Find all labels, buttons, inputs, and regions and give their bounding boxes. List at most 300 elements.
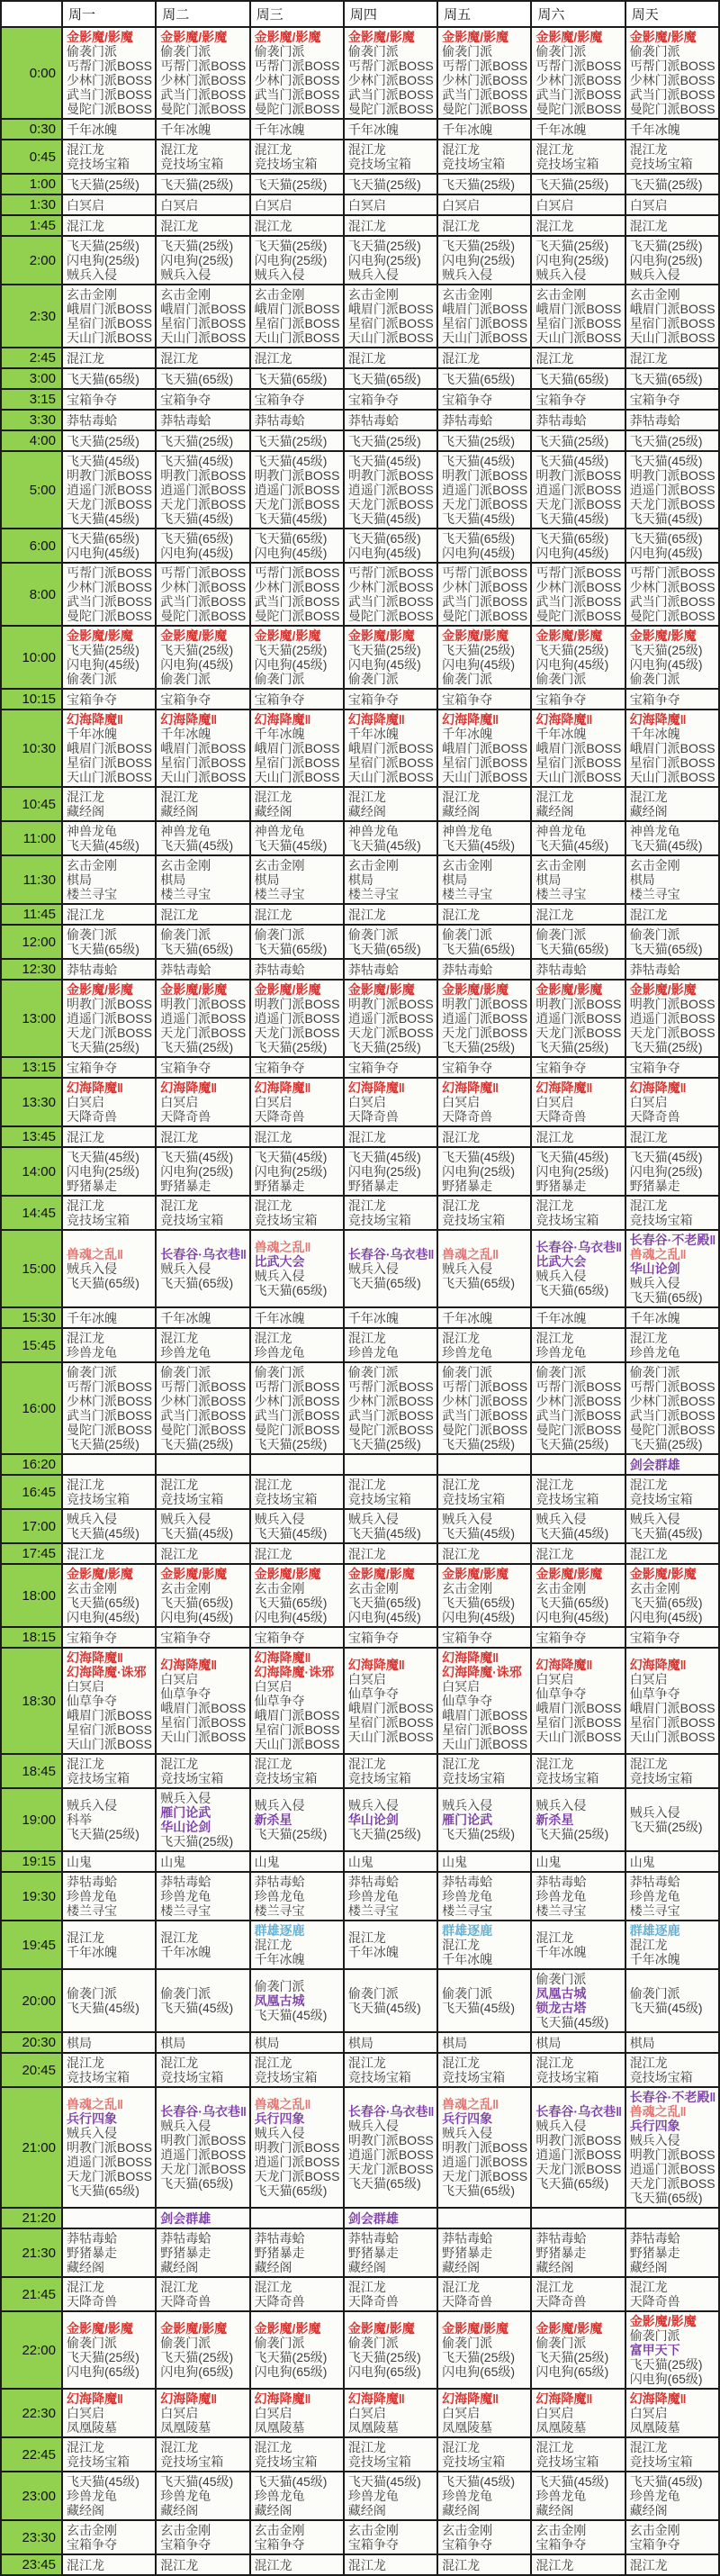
- event-label: 野猪暴走: [254, 1179, 305, 1193]
- event-label: 贼兵入侵: [160, 1261, 212, 1276]
- event-label: 飞天猫(45级): [254, 838, 328, 853]
- event-label: 珍兽龙龟: [536, 1889, 587, 1903]
- event-label: 莽牯毒蛤: [67, 2231, 117, 2246]
- event-label: 雁门论武: [160, 1805, 212, 1820]
- event-label: 飞天猫(45级): [347, 1150, 421, 1164]
- event-label: 飞天猫(65级): [442, 371, 516, 386]
- event-cell: [344, 368, 437, 389]
- event-cell: [437, 119, 531, 140]
- event-cell: [531, 2437, 625, 2472]
- event-cell: [344, 285, 437, 348]
- event-label: 兵行四象: [254, 2111, 305, 2126]
- event-label: 兽魂之乱‖: [67, 1247, 123, 1261]
- event-cell: [626, 1754, 719, 1788]
- event-label: 山鬼: [254, 1854, 280, 1869]
- event-label: 混江龙: [67, 1331, 104, 1345]
- event-label: 明教门派BOSS: [536, 2133, 622, 2147]
- event-cell: [531, 2277, 625, 2311]
- event-label: 偷袭门派: [160, 672, 212, 686]
- event-label: 天龙门派BOSS: [254, 2169, 340, 2183]
- event-label: 丐帮门派BOSS: [536, 1379, 622, 1394]
- event-label: 星宿门派BOSS: [442, 316, 528, 330]
- event-label: 野猪暴走: [536, 1179, 587, 1193]
- event-label: 星宿门派BOSS: [67, 755, 152, 770]
- event-label: 混江龙: [347, 2440, 386, 2454]
- event-label: 竞技场宝箱: [254, 2070, 318, 2084]
- event-label: 金影魔/影魔: [629, 982, 697, 997]
- event-label: 混江龙: [347, 1129, 386, 1144]
- event-label: 明教门派BOSS: [629, 997, 716, 1011]
- event-label: 天龙门派BOSS: [536, 1026, 622, 1040]
- event-label: 混江龙: [536, 1757, 574, 1771]
- event-label: 飞天猫(25级): [160, 2350, 234, 2364]
- event-label: 凤凰陵墓: [629, 2420, 680, 2435]
- event-label: 金影魔/影魔: [160, 2321, 228, 2336]
- event-label: 混江龙: [536, 2557, 574, 2572]
- event-label: 明教门派BOSS: [536, 468, 622, 483]
- event-label: 幻海降魔‖: [160, 1658, 218, 1672]
- event-label: 仙草争夺: [254, 1694, 305, 1708]
- event-label: 混江龙: [347, 2280, 386, 2294]
- event-label: 莽牯毒蛤: [629, 2231, 680, 2246]
- event-label: 天山门派BOSS: [160, 330, 247, 345]
- table-row: [1, 2277, 719, 2311]
- event-label: 贼兵入侵: [536, 267, 587, 282]
- event-label: 长春谷·不老殿‖: [629, 2090, 716, 2104]
- event-label: 野猪暴走: [347, 2246, 399, 2260]
- event-label: 飞天猫(25级): [442, 1040, 516, 1054]
- event-label: 贼兵入侵: [254, 1269, 305, 1283]
- event-cell: [531, 710, 625, 787]
- event-label: 白冥启: [67, 1095, 104, 1109]
- time-cell: 23:45: [1, 2554, 62, 2575]
- event-label: 曼陀门派BOSS: [629, 609, 716, 623]
- table-row: [1, 389, 719, 410]
- event-label: 幻海降魔‖: [536, 1080, 593, 1095]
- event-label: 飞天猫(25级): [536, 239, 609, 253]
- time-cell: 3:30: [1, 410, 62, 430]
- event-cell: [156, 1564, 249, 1627]
- event-label: 长春谷·乌衣巷‖: [160, 1247, 247, 1261]
- event-label: 飞天猫(25级): [160, 643, 234, 657]
- event-label: 混江龙: [254, 142, 292, 157]
- event-label: 宝箱争夺: [442, 392, 493, 407]
- event-label: 偷袭门派: [254, 44, 305, 59]
- event-cell: [344, 140, 437, 174]
- event-cell: [156, 1754, 249, 1788]
- event-label: 逍遥门派BOSS: [347, 1011, 434, 1026]
- event-cell: [156, 1057, 249, 1078]
- event-label: 金影魔/影魔: [67, 1567, 133, 1581]
- event-cell: [626, 1921, 719, 1969]
- event-label: 武当门派BOSS: [160, 594, 247, 609]
- event-label: 星宿门派BOSS: [347, 1715, 434, 1730]
- day-header: 周一: [62, 1, 156, 27]
- event-cell: [437, 1196, 531, 1230]
- event-cell: [626, 1078, 719, 1126]
- event-label: 幻海降魔‖: [536, 712, 593, 727]
- event-cell: [531, 529, 625, 563]
- event-label: 闪电狗(45级): [347, 657, 421, 672]
- event-label: 偷袭门派: [442, 1986, 493, 2001]
- event-label: 宝箱争夺: [442, 2537, 493, 2552]
- event-cell: [62, 2032, 156, 2053]
- event-label: 千年冰魄: [536, 727, 587, 741]
- event-cell: [626, 1328, 719, 1362]
- event-label: 玄击金刚: [536, 1581, 587, 1595]
- event-label: 混江龙: [160, 1129, 199, 1144]
- event-label: 金影魔/影魔: [160, 30, 228, 44]
- event-label: 珍兽龙龟: [629, 1889, 680, 1903]
- event-label: 千年冰魄: [442, 1310, 493, 1325]
- event-label: 白冥启: [629, 2406, 668, 2420]
- event-label: 飞天猫(25级): [347, 433, 421, 448]
- table-row: [1, 2389, 719, 2437]
- event-label: 星宿门派BOSS: [67, 1722, 152, 1737]
- event-label: 混江龙: [67, 218, 104, 233]
- event-label: 宝箱争夺: [254, 392, 305, 407]
- event-label: 楼兰寻宝: [629, 887, 680, 901]
- event-label: 飞天猫(25级): [536, 433, 609, 448]
- event-label: 楼兰寻宝: [442, 887, 493, 901]
- event-cell: [344, 451, 437, 529]
- event-label: 楼兰寻宝: [536, 1903, 587, 1918]
- event-label: 混江龙: [160, 1478, 199, 1492]
- event-label: 比武大会: [254, 1254, 305, 1269]
- event-label: 闪电狗(25级): [347, 1164, 421, 1179]
- event-cell: [531, 1475, 625, 1509]
- event-label: 偷袭门派: [536, 927, 587, 942]
- event-label: 飞天猫(25级): [442, 1437, 516, 1451]
- event-label: 千年冰魄: [347, 1310, 399, 1325]
- table-row: [1, 1230, 719, 1307]
- event-label: 飞天猫(25级): [442, 176, 516, 192]
- event-label: 偷袭门派: [67, 44, 117, 59]
- table-row: [1, 2520, 719, 2554]
- event-cell: [531, 904, 625, 925]
- table-row: [1, 2053, 719, 2087]
- event-label: 贼兵入侵: [536, 2119, 587, 2133]
- event-label: 仙草争夺: [442, 1694, 493, 1708]
- event-label: 丐帮门派BOSS: [442, 565, 528, 580]
- event-label: 剑会群雄: [347, 2210, 399, 2226]
- event-cell: [344, 1475, 437, 1509]
- table-row: [1, 925, 719, 959]
- event-cell: [531, 821, 625, 855]
- event-label: 混江龙: [160, 2440, 199, 2454]
- event-label: 飞天猫(65级): [629, 942, 703, 956]
- event-label: 混江龙: [347, 790, 386, 804]
- event-label: 珍兽龙龟: [67, 2489, 117, 2503]
- event-label: 少林门派BOSS: [67, 580, 152, 594]
- event-label: 天降奇兽: [160, 2294, 212, 2309]
- event-label: 天山门派BOSS: [442, 1737, 528, 1751]
- event-cell: [437, 451, 531, 529]
- event-label: 金影魔/影魔: [629, 2314, 697, 2328]
- event-label: 竞技场宝箱: [254, 157, 318, 171]
- event-cell: [250, 1509, 344, 1543]
- table-row: [1, 2032, 719, 2053]
- event-cell: [531, 1126, 625, 1147]
- event-label: 闪电狗(65级): [442, 2364, 516, 2379]
- event-label: 混江龙: [536, 2056, 574, 2070]
- event-label: 峨眉门派BOSS: [629, 302, 716, 316]
- time-cell: 13:00: [1, 980, 62, 1057]
- event-label: 竞技场宝箱: [347, 2454, 411, 2469]
- event-label: 少林门派BOSS: [347, 580, 434, 594]
- event-cell: [250, 389, 344, 410]
- event-label: 武当门派BOSS: [629, 594, 716, 609]
- event-label: 白冥启: [629, 1672, 668, 1686]
- event-label: 玄击金刚: [442, 2523, 493, 2537]
- event-label: 闪电狗(45级): [442, 1610, 516, 1624]
- event-label: 竞技场宝箱: [347, 157, 411, 171]
- event-cell: [344, 174, 437, 194]
- time-cell: 17:00: [1, 1509, 62, 1543]
- event-label: 群雄逐鹿: [254, 1923, 305, 1938]
- event-label: 藏经阁: [442, 804, 481, 818]
- event-cell: [626, 787, 719, 821]
- event-label: 竞技场宝箱: [442, 1771, 506, 1785]
- event-label: 少林门派BOSS: [442, 580, 528, 594]
- event-label: 金影魔/影魔: [629, 1567, 697, 1581]
- event-label: 宝箱争夺: [442, 1060, 493, 1075]
- event-label: 峨眉门派BOSS: [347, 302, 434, 316]
- time-cell: 14:45: [1, 1196, 62, 1230]
- event-cell: [437, 1627, 531, 1648]
- event-label: 幻海降魔‖: [347, 712, 405, 727]
- event-label: 丐帮门派BOSS: [442, 59, 528, 73]
- event-label: 竞技场宝箱: [160, 2070, 224, 2084]
- event-label: 棋局: [160, 2035, 186, 2050]
- event-label: 逍遥门派BOSS: [160, 483, 247, 497]
- event-cell: [250, 1872, 344, 1921]
- event-label: 凤凰陵墓: [67, 2420, 117, 2435]
- event-cell: [62, 1851, 156, 1872]
- event-cell: [437, 2053, 531, 2087]
- event-cell: [531, 215, 625, 236]
- event-label: 白冥启: [160, 197, 199, 212]
- event-label: 飞天猫(65级): [254, 1283, 328, 1297]
- event-label: 天山门派BOSS: [254, 1737, 340, 1751]
- event-cell: [156, 2437, 249, 2472]
- event-label: 金影魔/影魔: [160, 982, 228, 997]
- event-label: 野猪暴走: [254, 2246, 305, 2260]
- event-label: 幻海降魔‖: [67, 712, 123, 727]
- event-label: 竞技场宝箱: [160, 2454, 224, 2469]
- event-label: 峨眉门派BOSS: [536, 302, 622, 316]
- event-cell: [531, 2472, 625, 2520]
- event-label: 天龙门派BOSS: [442, 1026, 528, 1040]
- event-label: 楼兰寻宝: [442, 1903, 493, 1918]
- event-label: 飞天猫(45级): [67, 511, 140, 526]
- time-cell: 12:30: [1, 959, 62, 980]
- event-label: 幻海降魔‖: [67, 1080, 123, 1095]
- event-label: 飞天猫(45级): [67, 1150, 140, 1164]
- event-label: 贼兵入侵: [347, 1512, 399, 1526]
- time-cell: 6:00: [1, 529, 62, 563]
- event-label: 莽牯毒蛤: [347, 962, 399, 977]
- event-cell: [437, 959, 531, 980]
- event-cell: [437, 2277, 531, 2311]
- event-label: 白冥启: [67, 2406, 104, 2420]
- event-label: 飞天猫(25级): [254, 176, 328, 192]
- event-cell: [626, 2208, 719, 2228]
- time-cell: 0:30: [1, 119, 62, 140]
- event-label: 藏经阁: [160, 804, 199, 818]
- event-label: 星宿门派BOSS: [347, 755, 434, 770]
- event-label: 飞天猫(45级): [629, 2001, 703, 2015]
- event-cell: [626, 1851, 719, 1872]
- event-label: 混江龙: [442, 1331, 481, 1345]
- event-label: 混江龙: [254, 1331, 292, 1345]
- event-label: 混江龙: [347, 1198, 386, 1213]
- event-label: 飞天猫(25级): [629, 1437, 703, 1451]
- event-label: 飞天猫(65级): [347, 942, 421, 956]
- event-label: 偷袭门派: [536, 2336, 587, 2350]
- event-label: 混江龙: [347, 2557, 386, 2572]
- time-cell: 20:00: [1, 1969, 62, 2032]
- event-label: 峨眉门派BOSS: [254, 741, 340, 755]
- event-label: 混江龙: [67, 2440, 104, 2454]
- event-label: 曼陀门派BOSS: [536, 1423, 622, 1437]
- event-label: 飞天猫(45级): [536, 511, 609, 526]
- event-label: 混江龙: [536, 2280, 574, 2294]
- event-label: 明教门派BOSS: [67, 997, 152, 1011]
- event-cell: [531, 1362, 625, 1454]
- event-label: 玄击金刚: [254, 287, 305, 302]
- event-label: 竞技场宝箱: [629, 1213, 693, 1227]
- event-label: 星宿门派BOSS: [442, 755, 528, 770]
- event-cell: [437, 2520, 531, 2554]
- time-cell: 12:00: [1, 925, 62, 959]
- event-cell: [626, 236, 719, 285]
- event-cell: [62, 2554, 156, 2575]
- event-cell: [531, 980, 625, 1057]
- event-cell: [437, 27, 531, 119]
- event-label: 混江龙: [160, 1930, 199, 1945]
- event-label: 飞天猫(25级): [254, 643, 328, 657]
- event-label: 天山门派BOSS: [160, 1730, 247, 1744]
- event-cell: [250, 27, 344, 119]
- event-cell: [344, 1509, 437, 1543]
- event-label: 珍兽龙龟: [347, 1889, 399, 1903]
- event-label: 曼陀门派BOSS: [442, 1423, 528, 1437]
- event-label: 飞天猫(45级): [347, 511, 421, 526]
- event-cell: [531, 2389, 625, 2437]
- event-cell: [62, 368, 156, 389]
- event-label: 白冥启: [254, 197, 292, 212]
- event-label: 飞天猫(65级): [160, 2176, 234, 2191]
- event-label: 兵行四象: [442, 2111, 493, 2126]
- event-label: 竞技场宝箱: [160, 1771, 224, 1785]
- event-label: 曼陀门派BOSS: [347, 609, 434, 623]
- table-row: [1, 140, 719, 174]
- event-cell: [344, 959, 437, 980]
- event-label: 飞天猫(65级): [442, 1276, 516, 1290]
- event-label: 飞天猫(25级): [254, 1040, 328, 1054]
- event-label: 玄击金刚: [347, 1581, 399, 1595]
- event-label: 偷袭门派: [347, 672, 399, 686]
- event-label: 山鬼: [160, 1854, 186, 1869]
- event-label: 藏经阁: [629, 2260, 668, 2274]
- event-label: 武当门派BOSS: [442, 1408, 528, 1423]
- event-cell: [62, 430, 156, 451]
- event-label: 凤凰陵墓: [442, 2420, 493, 2435]
- event-label: 宝箱争夺: [536, 1060, 587, 1075]
- event-label: 闪电狗(25级): [536, 253, 609, 267]
- event-label: 飞天猫(45级): [67, 838, 140, 853]
- event-label: 贼兵入侵: [536, 1269, 587, 1283]
- table-row: [1, 1648, 719, 1754]
- event-cell: [62, 2228, 156, 2277]
- event-label: 闪电狗(45级): [160, 657, 234, 672]
- event-label: 竞技场宝箱: [67, 1213, 130, 1227]
- event-cell: [344, 626, 437, 689]
- event-label: 闪电狗(45级): [442, 546, 516, 560]
- event-cell: [344, 855, 437, 904]
- event-label: 竞技场宝箱: [442, 2070, 506, 2084]
- event-label: 混江龙: [536, 907, 574, 922]
- event-label: 混江龙: [629, 1331, 668, 1345]
- event-label: 峨眉门派BOSS: [160, 741, 247, 755]
- event-label: 偷袭门派: [254, 927, 305, 942]
- event-label: 楼兰寻宝: [629, 1903, 680, 1918]
- event-label: 峨眉门派BOSS: [536, 1701, 622, 1715]
- event-cell: [437, 430, 531, 451]
- event-label: 逍遥门派BOSS: [67, 2155, 152, 2169]
- event-label: 楼兰寻宝: [347, 1903, 399, 1918]
- event-label: 少林门派BOSS: [254, 73, 340, 87]
- event-label: 白冥启: [347, 1672, 386, 1686]
- event-label: 竞技场宝箱: [347, 2070, 411, 2084]
- event-label: 混江龙: [442, 2557, 481, 2572]
- event-label: 兽魂之乱‖: [629, 1247, 687, 1261]
- event-label: 闪电狗(25级): [254, 1164, 328, 1179]
- event-label: 丐帮门派BOSS: [347, 565, 434, 580]
- event-label: 天降奇兽: [67, 2294, 117, 2309]
- event-cell: [626, 855, 719, 904]
- event-cell: [626, 1196, 719, 1230]
- event-cell: [626, 821, 719, 855]
- event-label: 珍兽龙龟: [629, 2489, 680, 2503]
- time-cell: 22:00: [1, 2311, 62, 2389]
- event-label: 天龙门派BOSS: [347, 2162, 434, 2176]
- event-label: 混江龙: [629, 218, 668, 233]
- table-row: [1, 1969, 719, 2032]
- event-label: 幻海降魔·诛邪: [254, 1665, 335, 1679]
- table-row: [1, 980, 719, 1057]
- event-label: 飞天猫(65级): [160, 1276, 234, 1290]
- event-label: 飞天猫(65级): [629, 1290, 703, 1305]
- event-label: 白冥启: [536, 197, 574, 212]
- event-label: 偷袭门派: [442, 927, 493, 942]
- event-label: 竞技场宝箱: [442, 1492, 506, 1506]
- event-cell: [156, 689, 249, 710]
- event-cell: [626, 174, 719, 194]
- event-label: 宝箱争夺: [160, 1060, 212, 1075]
- event-label: 少林门派BOSS: [160, 1394, 247, 1408]
- event-cell: [437, 1126, 531, 1147]
- event-cell: [437, 1230, 531, 1307]
- event-label: 凤凰陵墓: [347, 2420, 399, 2435]
- event-cell: [156, 368, 249, 389]
- event-label: 千年冰魄: [254, 1310, 305, 1325]
- event-cell: [344, 563, 437, 626]
- event-cell: [344, 2208, 437, 2228]
- event-label: 偷袭门派: [347, 1986, 399, 2001]
- event-label: 莽牯毒蛤: [254, 412, 305, 428]
